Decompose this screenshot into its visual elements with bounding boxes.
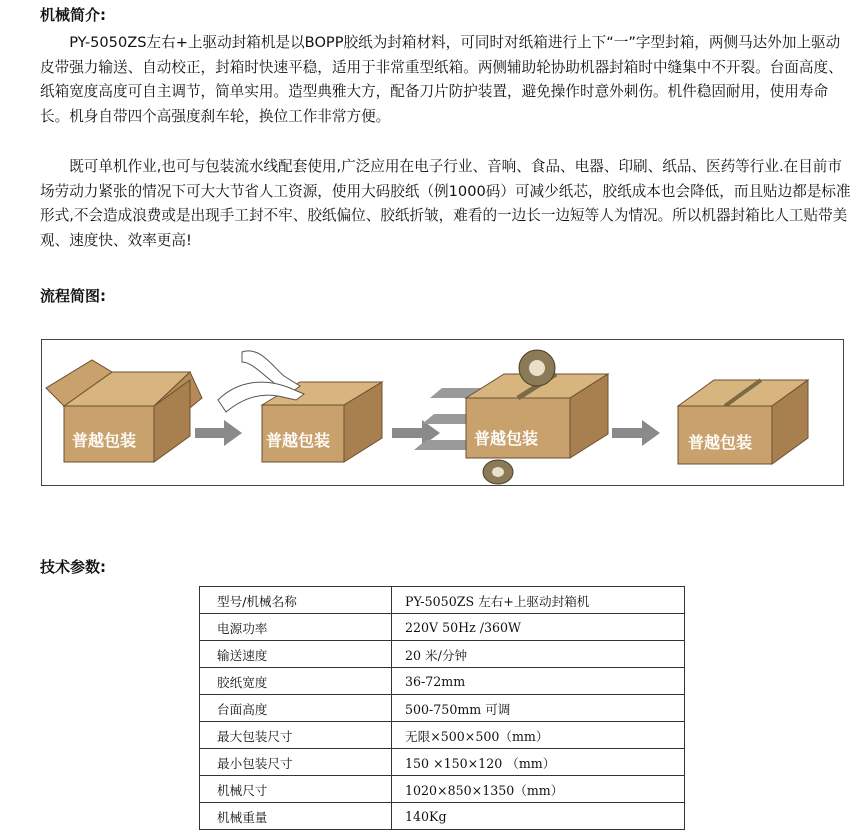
spec-value: 36-72mm [392,668,685,695]
folding-box-icon [218,351,382,462]
table-row [200,614,685,641]
spec-key: 机械重量 [200,803,392,830]
arrow-right-icon [195,420,242,446]
table-row [200,587,685,614]
sealing-box-icon [414,350,608,484]
spec-key: 胶纸宽度 [200,668,392,695]
spec-value: 140Kg [392,803,685,830]
specs-table [199,586,685,830]
spec-value: 500-750mm 可调 [392,695,685,722]
flow-diagram [41,339,844,486]
table-row [200,776,685,803]
spec-value: 20 米/分钟 [392,641,685,668]
spec-key: 最大包装尺寸 [200,722,392,749]
spec-value: 无限×500×500（mm） [392,722,685,749]
arrow-right-icon [612,420,660,446]
spec-key: 输送速度 [200,641,392,668]
spec-value: 220V 50Hz /360W [392,614,685,641]
table-row [200,749,685,776]
spec-value: 150 ×150×120 （mm） [392,749,685,776]
table-row [200,803,685,830]
open-box-icon [46,360,202,462]
table-row [200,668,685,695]
spec-key: 最小包装尺寸 [200,749,392,776]
intro-paragraph-1: PY-5050ZS左右+上驱动封箱机是以BOPP胶纸为封箱材料，可同时对纸箱进行上下“一”字型封箱，两侧马达外加上驱动皮带强力输送、自动校正，封箱时快速平稳，适用于非常重型纸箱。两侧辅助轮协助机器封箱时中缝集中不开裂。台面高度、纸箱宽度高度可自主调节，简单实用。造型典雅大方，配备刀片防护装置，避免操作时意外刺伤。机件稳固耐用，使用寿命长。机身自带四个高强度刹车轮，换位工作非常方便。 [40,34,843,125]
table-row [200,641,685,668]
intro-paragraph-2: 既可单机作业,也可与包装流水线配套使用,广泛应用在电子行业、音响、食品、电器、印刷、纸品、医药等行业.在目前市场劳动力紧张的情况下可大大节省人工资源，使用大码胶纸（例1000码）可减少纸芯，胶纸成本也会降低，而且贴边都是标准形式,不会造成浪费或是出现手工封不牢、胶纸偏位、胶纸折皱，难看的一边长一边短等人为情况。所以机器封箱比人工贴带美观、速度快、效率更高! [40,158,851,249]
box-label-3: 普越包装 [474,429,539,448]
flow-heading: 流程简图: [40,287,106,305]
specs-heading: 技术参数: [40,558,106,576]
box-label-1: 普越包装 [72,431,137,450]
table-row [200,695,685,722]
spec-key: 电源功率 [200,614,392,641]
flow-illustration [42,340,845,487]
spec-value: PY-5050ZS 左右+上驱动封箱机 [392,587,685,614]
spec-key: 台面高度 [200,695,392,722]
spec-key: 机械尺寸 [200,776,392,803]
box-label-4: 普越包装 [688,433,753,452]
table-row [200,722,685,749]
sealed-box-icon [678,380,808,464]
spec-key: 型号/机械名称 [200,587,392,614]
spec-value: 1020×850×1350（mm） [392,776,685,803]
intro-heading: 机械简介: [40,6,106,24]
box-label-2: 普越包装 [266,431,331,450]
